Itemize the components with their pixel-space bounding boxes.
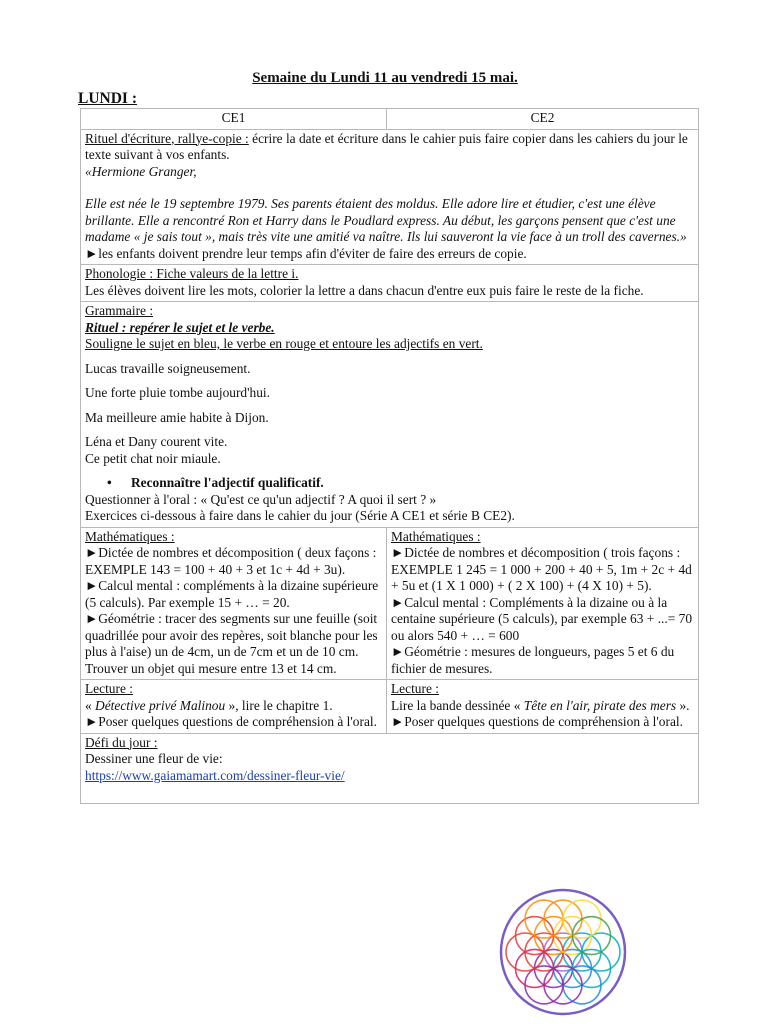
lecture-ce2-line <box>391 698 694 715</box>
lecture-ce2-cell <box>387 680 699 734</box>
maths-ce2-label: Mathématiques : <box>391 528 481 544</box>
lecture-ce1-line <box>85 698 382 715</box>
lecture-ce1-rest: », lire le chapitre 1. <box>225 697 333 713</box>
grammaire-row <box>81 302 699 528</box>
document-title: Semaine du Lundi 11 au vendredi 15 mai. <box>252 70 518 86</box>
lecture-ce2-lead: Lire la bande dessinée « <box>391 697 524 713</box>
grammaire-question: Questionner à l'oral : « Qu'est ce qu'un adjectif ? A quoi il sert ? » <box>85 491 437 507</box>
grammar-sentence: Léna et Dany courent vite. <box>85 434 228 449</box>
maths-ce1-line: ►Calcul mental : compléments à la dizaine supérieure (5 calculs). Par exemple 15 + … = 20. <box>85 578 379 610</box>
rituel-cell <box>81 129 699 265</box>
lecture-ce2-rest: ». <box>676 697 690 713</box>
lecture-ce1-cell <box>81 680 387 734</box>
maths-ce2-line: ►Géométrie : mesures de longueurs, pages 5 et 6 du fichier de mesures. <box>391 644 675 676</box>
grammaire-label: Grammaire : <box>85 303 154 318</box>
phonologie-row <box>81 265 699 302</box>
rituel-row <box>81 129 699 265</box>
quote-title: «Hermione Granger, <box>85 163 197 179</box>
phonologie-text: Les élèves doivent lire les mots, colorier la lettre a dans chacun d'entre eux puis faire le reste de la fiche. <box>85 282 644 298</box>
grammar-sentence: Ma meilleure amie habite à Dijon. <box>85 409 269 425</box>
lecture-ce1-questions: ►Poser quelques questions de compréhension à l'oral. <box>85 714 377 729</box>
column-header-ce1: CE1 <box>81 109 387 130</box>
schedule-table <box>80 108 699 804</box>
defi-label: Défi du jour : <box>85 734 158 750</box>
fleur-de-vie-link[interactable]: https://www.gaiamamart.com/dessiner-fleur-vie/ <box>85 767 345 783</box>
quote-open: « <box>85 697 96 713</box>
flower-of-life-circles <box>501 890 625 1014</box>
grammaire-rituel: Rituel : repérer le sujet et le verbe. <box>85 319 275 335</box>
lecture-ce2-label: Lecture : <box>391 681 439 696</box>
defi-text: Dessiner une fleur de vie: <box>85 751 223 766</box>
maths-ce2-line: ►Calcul mental : Compléments à la dizaine ou à la centaine supérieure (5 calculs), par exemple 63 + ...= 70 ou alors 540 + … = 600 <box>391 594 693 643</box>
phonologie-label: Phonologie : Fiche valeurs de la lettre i. <box>85 266 299 281</box>
rituel-note: ►les enfants doivent prendre leur temps afin d'éviter de faire des erreurs de copie. <box>85 245 527 261</box>
defi-row <box>81 733 699 803</box>
lecture-row <box>81 680 699 734</box>
grammaire-cell <box>81 302 699 528</box>
maths-ce1-line: ►Géométrie : tracer des segments sur une feuille (soit quadrillée pour avoir des repères, soit blanche pour les plus à l'aise) un de 4cm, un de 7cm et un de 10 cm. Trouver un objet qui mesure entre 13 et 14 cm. <box>85 611 378 676</box>
grammaire-exercise: Exercices ci-dessous à faire dans le cahier du jour (Série A CE1 et série B CE2). <box>85 508 515 523</box>
maths-ce2-line: ►Dictée de nombres et décomposition ( trois façons : EXEMPLE 1 245 = 1 000 + 200 + 40 + 5, 1m + 2c + 4d + 5u et (1 X 1 000) + ( 2 X 100) + (4 X 10) + 5). <box>391 545 692 593</box>
grammar-sentence: Une forte pluie tombe aujourd'hui. <box>85 385 270 400</box>
maths-ce2-cell <box>387 527 699 680</box>
rituel-label: Rituel d'écriture, rallye-copie : <box>85 130 249 146</box>
maths-ce1-cell <box>81 527 387 680</box>
grammar-sentence: Ce petit chat noir miaule. <box>85 450 221 466</box>
flower-of-life-image <box>495 884 631 1020</box>
rituel-instruction: écrire la date et écriture dans le cahier puis faire copier dans les cahiers du jour le texte suivant à vos enfants. <box>85 130 688 162</box>
defi-cell <box>81 733 699 803</box>
maths-ce1-label: Mathématiques : <box>85 528 175 544</box>
adjective-bullet <box>85 475 694 492</box>
day-heading: LUNDI : <box>78 90 137 107</box>
book-title-ce1: Détective privé Malinou <box>95 697 226 713</box>
grammar-sentence: Lucas travaille soigneusement. <box>85 360 251 376</box>
maths-row <box>81 527 699 680</box>
maths-ce1-line: ►Dictée de nombres et décomposition ( deux façons : EXEMPLE 143 = 100 + 40 + 3 et 1c + 4d + 3u). <box>85 545 377 577</box>
lecture-ce1-label: Lecture : <box>85 681 133 696</box>
phonologie-cell <box>81 265 699 302</box>
adjective-bullet-text: Reconnaître l'adjectif qualificatif. <box>131 475 324 490</box>
column-header-ce2: CE2 <box>387 109 699 130</box>
bullet-dot: • <box>107 475 112 490</box>
quote-body: Elle est née le 19 septembre 1979. Ses parents étaient des moldus. Elle adore lire et étudier, c'est une élève brillante. Elle a rencontré Ron et Harry dans le Poudlard express. Au début, les garçons pensent que c'est une madame « je sais tout », mais très vite une amitié va naître. Ils lui sauveront la vie face à un troll des cavernes.» <box>85 196 687 244</box>
table-header-row <box>81 109 699 130</box>
book-title-ce2: Tête en l'air, pirate des mers <box>523 697 677 713</box>
rituel-instruction-paragraph <box>85 131 694 164</box>
lecture-ce2-questions: ►Poser quelques questions de compréhension à l'oral. <box>391 714 683 729</box>
grammaire-instruction: Souligne le sujet en bleu, le verbe en rouge et entoure les adjectifs en vert. <box>85 336 483 351</box>
